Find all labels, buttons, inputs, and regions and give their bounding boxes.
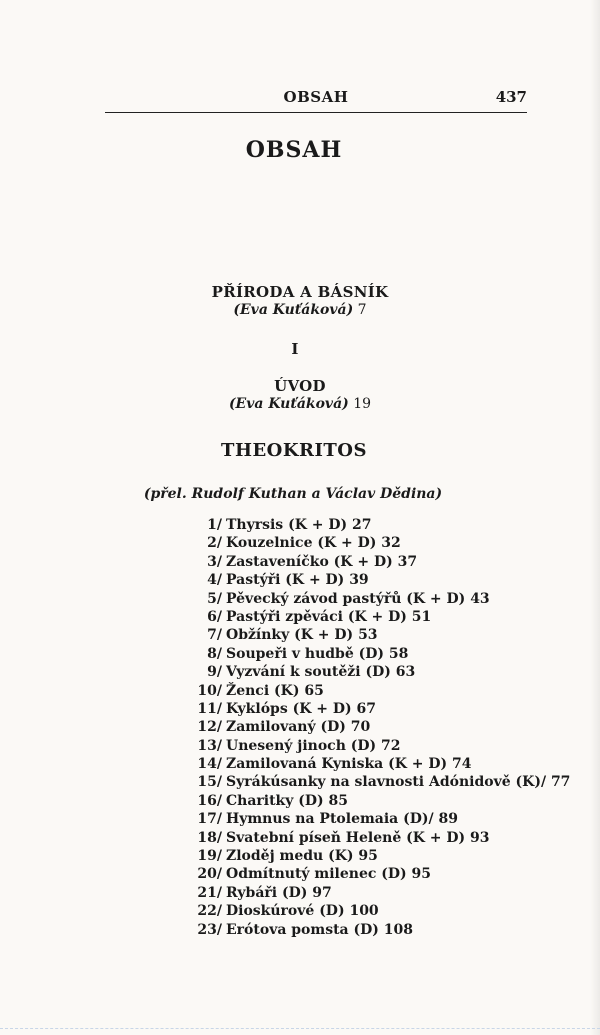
section-page: 19 (353, 396, 372, 412)
toc-entry-page: 39 (349, 572, 369, 589)
toc-entry (0, 865, 600, 883)
toc-entry-title: Syrákúsanky na slavnosti Adónidově (K)/ (226, 774, 547, 791)
toc-entry (0, 847, 600, 865)
toc-entry-text (222, 884, 332, 902)
toc-entry-number: 13/ (197, 737, 222, 754)
running-title: OBSAH (283, 88, 349, 106)
toc-entry (0, 645, 600, 663)
toc-entry-text (222, 682, 324, 700)
toc-entry-title: Kouzelnice (K + D) (226, 535, 377, 552)
toc-entry-page: 74 (452, 756, 472, 773)
toc-entry-title: Obžínky (K + D) (226, 627, 354, 644)
toc-entry-title: Erótova pomsta (D) (226, 921, 379, 938)
toc-entry (0, 534, 600, 552)
toc-entry-text (222, 773, 570, 791)
toc-entry-number: 19/ (197, 848, 222, 865)
toc-entry-number: 21/ (197, 884, 222, 901)
toc-entry-number: 14/ (197, 756, 222, 773)
toc-entry (0, 792, 600, 810)
toc-entry (0, 553, 600, 571)
toc-entry-text (222, 737, 401, 755)
toc-entry-number: 22/ (197, 903, 222, 920)
toc-entry-number: 6/ (207, 608, 222, 625)
toc-entry-number: 17/ (197, 811, 222, 828)
toc-entry-title: Unesený jinoch (D) (226, 737, 377, 754)
toc-entry-number: 8/ (207, 645, 222, 662)
toc-entry-page: 65 (304, 682, 324, 699)
toc-entry-text (222, 700, 376, 718)
toc-entry-number: 11/ (197, 700, 222, 717)
toc-entry-text (222, 626, 378, 644)
toc-entry (0, 682, 600, 700)
toc-entry-page: 27 (351, 517, 372, 533)
toc-entry-text (222, 792, 348, 810)
toc-entry-text (222, 516, 371, 534)
toc-entry (0, 700, 600, 718)
toc-entry-page: 93 (470, 829, 490, 846)
part-numeral: I (291, 340, 299, 358)
toc-entry-number: 18/ (197, 829, 222, 846)
toc-entry-page: 95 (411, 866, 432, 883)
toc-entry (0, 810, 600, 828)
toc-entry-page: 51 (411, 608, 432, 625)
running-header (105, 86, 527, 113)
section-title-uvod: ÚVOD (274, 377, 326, 395)
toc-entry (0, 755, 600, 773)
toc-entry (0, 902, 600, 920)
toc-entry-number: 2/ (207, 535, 222, 552)
toc-entry-title: Zastaveníčko (K + D) (226, 553, 393, 570)
toc-entry (0, 737, 600, 755)
toc-entry-page: 70 (350, 719, 371, 736)
toc-entry (0, 590, 600, 608)
toc-entry-text (222, 718, 370, 736)
toc-entry (0, 626, 600, 644)
section-entry-uvod (0, 396, 600, 412)
toc-entry-title: Ženci (K) (226, 682, 300, 699)
section-page: 7 (357, 302, 367, 318)
toc-entry-page: 53 (358, 627, 378, 644)
section-author: (Eva Kuťáková) (233, 302, 354, 318)
toc-entry-number: 23/ (197, 921, 222, 938)
toc-entry-text (222, 810, 458, 828)
translators-note: (přel. Rudolf Kuthan a Václav Dědina) (143, 486, 443, 502)
toc-entry-title: Pěvecký závod pastýřů (K + D) (226, 590, 466, 607)
toc-entry-title: Charitky (D) (226, 792, 324, 809)
toc-entry (0, 718, 600, 736)
toc-entry-title: Vyzvání k soutěži (D) (226, 664, 391, 681)
toc-entry-number: 3/ (207, 553, 222, 570)
toc-entry-title: Dioskúrové (D) (226, 903, 345, 920)
toc-entry-number: 10/ (197, 682, 222, 699)
page-edge (0, 1028, 600, 1035)
toc-entry-page: 89 (438, 811, 458, 828)
toc-entry-page: 58 (388, 645, 409, 662)
toc-entry-number: 7/ (207, 627, 222, 644)
toc-entry (0, 608, 600, 626)
toc-entry-text (222, 921, 413, 939)
toc-entry-page: 100 (349, 903, 379, 920)
toc-entry-number: 4/ (207, 572, 222, 589)
toc-entry-number: 9/ (207, 664, 222, 681)
section-author: (Eva Kuťáková) (228, 396, 349, 412)
section-title-priroda: PŘÍRODA A BÁSNÍK (211, 283, 389, 301)
toc-entry-page: 108 (383, 921, 414, 938)
toc-entry-title: Thyrsis (K + D) (226, 517, 348, 533)
toc-entry-text (222, 553, 417, 571)
toc-entry-text (222, 829, 490, 847)
toc-entry-title: Soupeři v hudbě (D) (226, 645, 385, 662)
toc-list (0, 516, 600, 939)
toc-entry-text (222, 590, 490, 608)
toc-entry-text (222, 755, 472, 773)
toc-entry (0, 829, 600, 847)
toc-entry-page: 85 (328, 792, 349, 809)
toc-entry (0, 921, 600, 939)
toc-entry-page: 43 (470, 590, 490, 607)
page-title: OBSAH (245, 137, 343, 163)
toc-entry (0, 571, 600, 589)
toc-entry (0, 516, 600, 534)
toc-entry-page: 95 (358, 848, 378, 865)
toc-entry-text (222, 645, 408, 663)
toc-entry (0, 884, 600, 902)
toc-entry-page: 32 (381, 535, 401, 552)
toc-entry-title: Kyklóps (K + D) (226, 700, 352, 717)
toc-entry-text (222, 534, 401, 552)
toc-entry-title: Pastýři zpěváci (K + D) (226, 608, 407, 625)
section-entry-priroda (0, 302, 600, 318)
toc-entry-text (222, 902, 379, 920)
theokritos-heading: THEOKRITOS (221, 440, 367, 461)
toc-entry-title: Hymnus na Ptolemaia (D)/ (226, 811, 434, 828)
toc-entry-number: 5/ (207, 590, 222, 607)
toc-entry-page: 63 (395, 664, 416, 681)
toc-entry-title: Zamilovaná Kyniska (K + D) (226, 756, 448, 773)
toc-entry-title: Rybáři (D) (226, 884, 308, 901)
toc-entry-number: 1/ (207, 517, 222, 533)
toc-entry-text (222, 571, 369, 589)
page-number: 437 (495, 88, 527, 106)
toc-entry-page: 77 (550, 774, 571, 791)
toc-entry-number: 12/ (197, 719, 222, 736)
toc-entry-page: 72 (381, 737, 401, 754)
toc-entry (0, 663, 600, 681)
toc-entry-text (222, 847, 378, 865)
toc-entry-number: 16/ (197, 792, 222, 809)
toc-entry-page: 37 (397, 553, 418, 570)
toc-entry-text (222, 865, 431, 883)
toc-entry-number: 20/ (197, 866, 222, 883)
toc-entry-number: 15/ (197, 774, 222, 791)
toc-entry-page: 97 (312, 884, 332, 901)
toc-entry-title: Zloděj medu (K) (226, 848, 354, 865)
toc-entry (0, 773, 600, 791)
toc-entry-page: 67 (356, 700, 376, 717)
toc-entry-title: Svatební píseň Heleně (K + D) (226, 829, 466, 846)
toc-entry-title: Pastýři (K + D) (226, 572, 345, 589)
toc-entry-text (222, 663, 415, 681)
toc-entry-title: Odmítnutý milenec (D) (226, 866, 407, 883)
toc-entry-title: Zamilovaný (D) (226, 719, 346, 736)
toc-entry-text (222, 608, 431, 626)
